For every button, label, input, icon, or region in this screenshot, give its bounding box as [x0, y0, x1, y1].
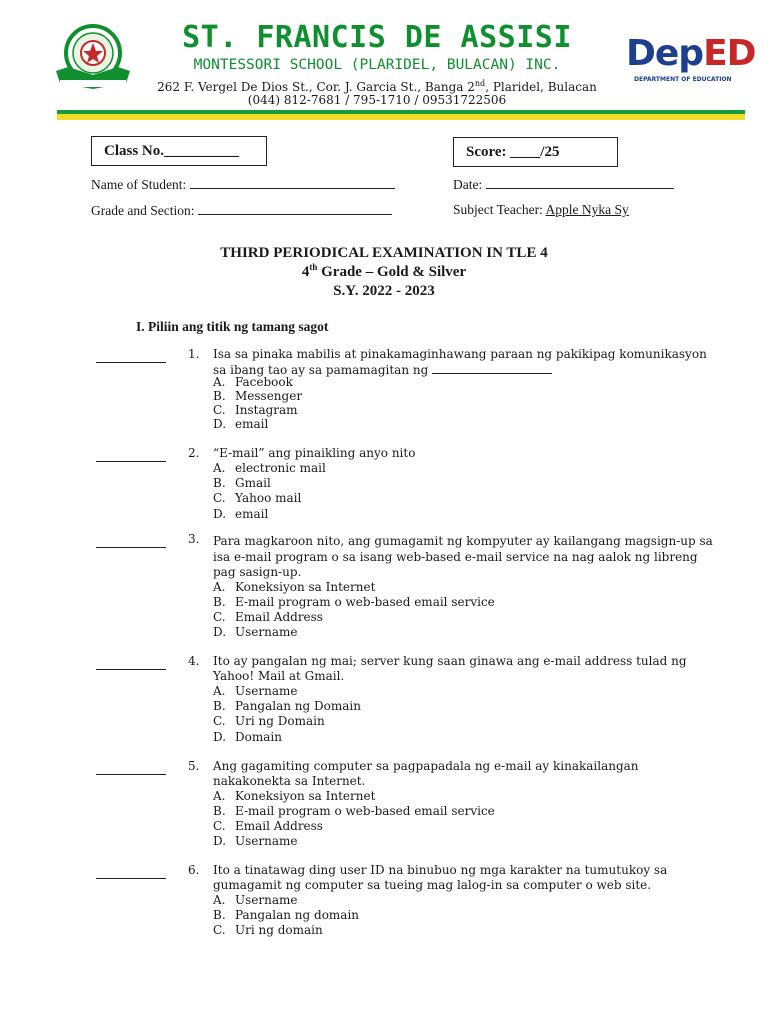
option[interactable] — [213, 595, 495, 610]
option-letter: A. — [213, 580, 226, 594]
option-text: Instagram — [235, 403, 298, 417]
question-text: pag sasign-up. — [213, 565, 302, 579]
option-letter: C. — [213, 610, 226, 624]
option[interactable] — [213, 804, 495, 819]
option-text: email — [235, 417, 269, 431]
option[interactable] — [213, 893, 297, 908]
grade-section-blank[interactable] — [198, 201, 392, 215]
option[interactable] — [213, 403, 298, 418]
school-year: S.Y. 2022 - 2023 — [333, 283, 435, 299]
answer-blank[interactable] — [96, 762, 166, 775]
question-number: 1. — [188, 347, 200, 361]
option[interactable] — [213, 476, 271, 491]
deped-wordmark-dep: Dep — [626, 33, 704, 74]
option[interactable] — [213, 375, 293, 390]
option-text: email — [235, 507, 269, 521]
grade-sections: Grade – Gold & Silver — [317, 264, 467, 280]
option[interactable] — [213, 834, 297, 849]
question-text: gumagamit ng computer sa tueing mag lalog-in sa computer o web site. — [213, 878, 652, 892]
answer-blank[interactable] — [96, 535, 166, 548]
option[interactable] — [213, 684, 297, 699]
option[interactable] — [213, 461, 326, 476]
question-text: Ito a tinatawag ding user ID na binubuo ng mga karakter na tumutukoy sa — [213, 863, 668, 877]
school-subtitle: MONTESSORI SCHOOL (PLARIDEL, BULACAN) INC. — [193, 57, 561, 73]
subject-teacher-label: Subject Teacher: — [453, 202, 543, 217]
option-letter: B. — [213, 389, 226, 403]
option-text: Domain — [235, 730, 282, 744]
option[interactable] — [213, 730, 282, 745]
option-letter: C. — [213, 819, 226, 833]
option-letter: B. — [213, 804, 226, 818]
answer-blank[interactable] — [96, 866, 166, 879]
option-letter: A. — [213, 684, 226, 698]
option[interactable] — [213, 610, 323, 625]
option-text: Email Address — [235, 819, 323, 833]
option-text: Username — [235, 834, 298, 848]
question-text: Yahoo! Mail at Gmail. — [213, 669, 345, 683]
option-letter: D. — [213, 730, 227, 744]
option[interactable] — [213, 789, 375, 804]
option-text: Uri ng domain — [235, 923, 323, 937]
option[interactable] — [213, 819, 323, 834]
option-text: Facebook — [235, 375, 293, 389]
question-number: 4. — [188, 654, 200, 668]
option-letter: C. — [213, 491, 226, 505]
question-text: Ang gagamiting computer sa pagpapadala ng e-mail ay kinakailangan — [213, 759, 639, 773]
grade-number: 4 — [301, 264, 310, 280]
question-number: 2. — [188, 446, 200, 460]
option-text: Koneksiyon sa Internet — [235, 789, 376, 803]
deped-wordmark — [626, 34, 756, 74]
option-letter: A. — [213, 375, 226, 389]
option-letter: B. — [213, 908, 226, 922]
deped-wordmark-ed: ED — [703, 33, 756, 74]
subject-teacher-field — [453, 201, 629, 219]
student-name-label: Name of Student: — [91, 177, 187, 192]
option[interactable] — [213, 923, 323, 938]
option-text: Yahoo mail — [235, 491, 302, 505]
address-sup: nd — [474, 79, 486, 88]
option-letter: D. — [213, 417, 227, 431]
grade-ordinal: th — [309, 262, 318, 272]
option[interactable] — [213, 507, 268, 522]
option-text: Pangalan ng domain — [235, 908, 360, 922]
option-text: Username — [235, 625, 298, 639]
option-letter: D. — [213, 834, 227, 848]
option-text: Username — [235, 893, 298, 907]
option-letter: C. — [213, 714, 226, 728]
address-part1: 262 F. Vergel De Dios St., Cor. J. Garcia St., Banga 2 — [157, 80, 475, 94]
option-text: Email Address — [235, 610, 323, 624]
grade-section-label: Grade and Section: — [91, 203, 195, 218]
answer-blank[interactable] — [96, 350, 166, 363]
option[interactable] — [213, 491, 301, 506]
score-box[interactable]: Score: ____/25 — [453, 137, 618, 167]
deped-subtitle: DEPARTMENT OF EDUCATION — [634, 76, 732, 83]
option[interactable] — [213, 699, 361, 714]
question-number: 6. — [188, 863, 200, 877]
question-text: Isa sa pinaka mabilis at pinakamaginhawang paraan ng pakikipag komunikasyon — [213, 347, 707, 361]
option-text: electronic mail — [235, 461, 326, 475]
question-text-line: sa ibang tao ay sa pamamagitan ng — [213, 363, 429, 377]
question-text: isa e-mail program o sa isang web-based e-mail service na nag aalok ng libreng — [213, 550, 698, 564]
question-text: Ito ay pangalan ng mai; server kung saan ginawa ang e-mail address tulad ng — [213, 654, 687, 668]
subject-teacher-name: Apple Nyka Sy — [545, 202, 629, 217]
option-text: Uri ng Domain — [235, 714, 325, 728]
question-number: 5. — [188, 759, 200, 773]
option[interactable] — [213, 908, 359, 923]
option-letter: A. — [213, 789, 226, 803]
option-text: E-mail program o web-based email service — [235, 595, 495, 609]
date-blank[interactable] — [486, 175, 674, 189]
answer-blank[interactable] — [96, 657, 166, 670]
option[interactable] — [213, 389, 302, 404]
option-letter: A. — [213, 461, 226, 475]
class-number-box[interactable]: Class No.__________ — [91, 136, 267, 166]
date-field[interactable] — [453, 175, 674, 194]
header-divider-yellow — [57, 114, 745, 120]
option[interactable] — [213, 714, 325, 729]
question-text: Para magkaroon nito, ang gumagamit ng kompyuter ay kailangang magsign-up sa — [213, 534, 713, 548]
school-seal-logo — [46, 23, 140, 93]
option-text: E-mail program o web-based email service — [235, 804, 495, 818]
fill-in-blank[interactable] — [432, 362, 552, 374]
deped-logo — [620, 30, 756, 90]
option-text: Gmail — [235, 476, 271, 490]
option-letter: C. — [213, 403, 226, 417]
question-text: nakakonekta sa Internet. — [213, 774, 366, 788]
option[interactable] — [213, 625, 297, 640]
option-letter: B. — [213, 476, 226, 490]
student-name-field[interactable] — [91, 175, 395, 194]
address-part2: , Plaridel, Bulacan — [485, 80, 597, 94]
option[interactable] — [213, 580, 375, 595]
option-letter: B. — [213, 699, 226, 713]
school-phone: (044) 812-7681 / 795-1710 / 09531722506 — [247, 93, 507, 107]
school-name: ST. FRANCIS DE ASSISI — [182, 20, 572, 55]
option-text: Messenger — [235, 389, 303, 403]
instruction: I. Piliin ang titik ng tamang sagot — [136, 319, 329, 334]
option-text: Pangalan ng Domain — [235, 699, 361, 713]
exam-grade-line — [0, 263, 768, 282]
option-letter: B. — [213, 595, 226, 609]
option-letter: A. — [213, 893, 226, 907]
student-name-blank[interactable] — [190, 175, 395, 189]
option-letter: D. — [213, 625, 227, 639]
question-number: 3. — [188, 532, 200, 546]
option-letter: D. — [213, 507, 227, 521]
grade-section-field[interactable] — [91, 201, 392, 220]
exam-title: THIRD PERIODICAL EXAMINATION IN TLE 4 — [220, 245, 548, 261]
option-letter: C. — [213, 923, 226, 937]
date-label: Date: — [453, 177, 483, 192]
question-text: “E-mail” ang pinaikling anyo nito — [213, 446, 416, 460]
option-text: Koneksiyon sa Internet — [235, 580, 376, 594]
option[interactable] — [213, 417, 268, 432]
option-text: Username — [235, 684, 298, 698]
answer-blank[interactable] — [96, 449, 166, 462]
